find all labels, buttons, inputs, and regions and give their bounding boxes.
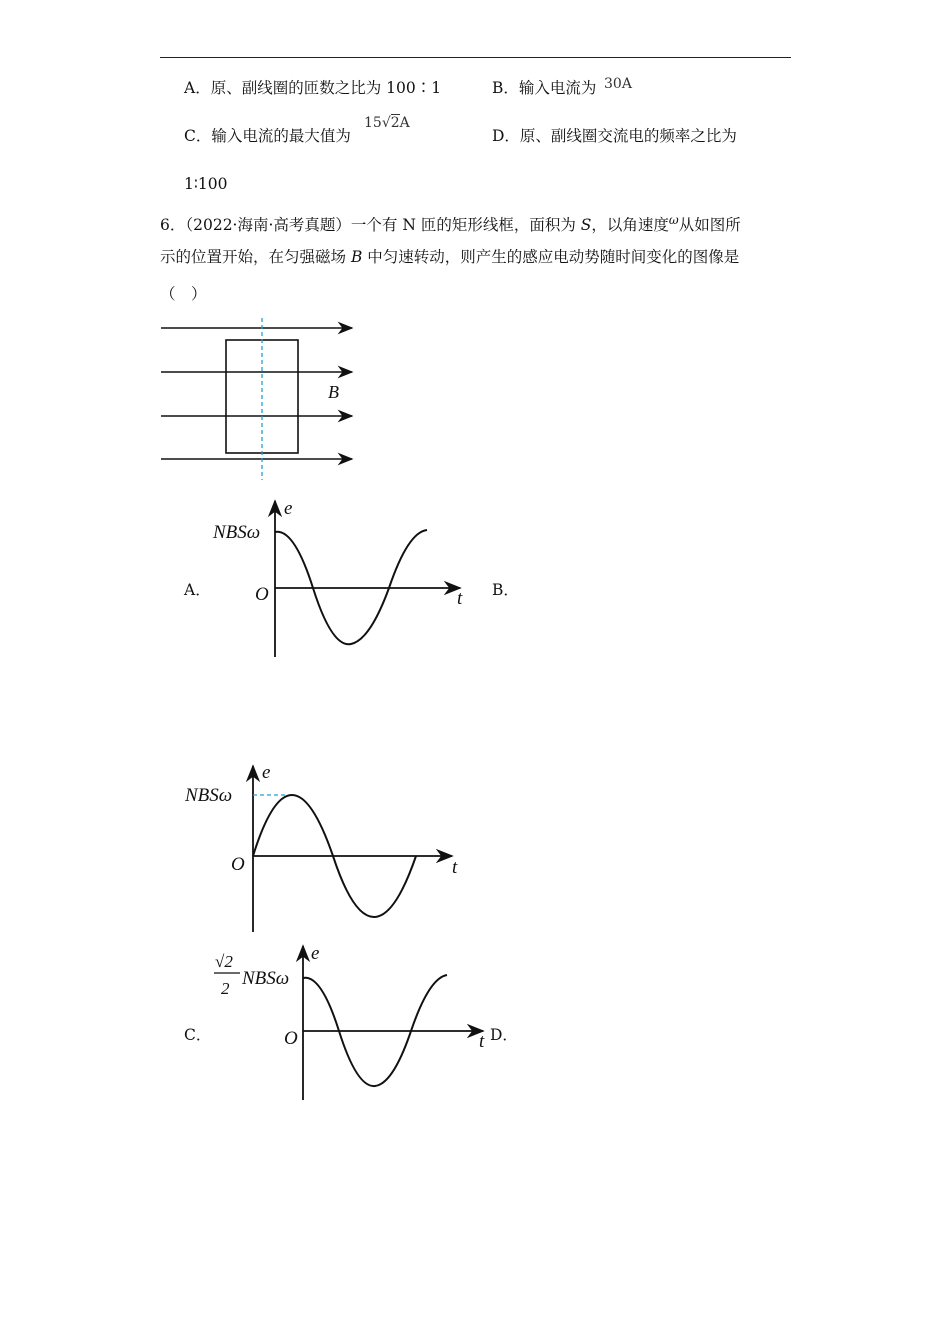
option-a-label[interactable]: A． bbox=[184, 581, 211, 599]
c-value-rad: 2 bbox=[390, 115, 400, 131]
q5-option-c[interactable]: C．输入电流的最大值为 bbox=[184, 127, 351, 145]
graph-a-amplitude: NBSω bbox=[213, 522, 261, 543]
graph-a bbox=[210, 495, 480, 665]
graph-c-amp-den: 2 bbox=[221, 979, 230, 998]
header-rule bbox=[160, 57, 791, 58]
q6-var-s: S bbox=[580, 216, 592, 235]
q5-option-b[interactable]: B．输入电流为 bbox=[492, 79, 597, 97]
q6-l2a: 示的位置开始，在匀强磁场 bbox=[160, 248, 351, 266]
q5-option-c-value bbox=[364, 115, 410, 131]
q6-stem-line3: （ ） bbox=[160, 285, 207, 303]
c-value-unit: A bbox=[399, 115, 410, 131]
sqrt-sign: √ bbox=[381, 115, 391, 131]
graph-b-origin: O bbox=[231, 854, 245, 875]
graph-c-amp-rest: NBSω bbox=[242, 968, 290, 989]
q5-option-b-value: 30A bbox=[604, 76, 632, 92]
field-label: B bbox=[328, 382, 339, 402]
q6-stem-line2 bbox=[160, 247, 739, 267]
coil-field-figure bbox=[160, 318, 360, 483]
graph-a-y-label: e bbox=[284, 498, 293, 519]
c-value-num: 15 bbox=[364, 115, 382, 131]
q5-option-d-cont: 1∶100 bbox=[184, 175, 228, 193]
q6-l2b: 中匀速转动，则产生的感应电动势随时间变化的图像是 bbox=[362, 248, 740, 266]
graph-c-y-label: e bbox=[311, 943, 320, 964]
graph-b-amplitude: NBSω bbox=[185, 785, 233, 806]
q6-l1b: ，以角速度 bbox=[591, 216, 669, 235]
q5-option-d[interactable]: D．原、副线圈交流电的频率之比为 bbox=[492, 127, 737, 145]
q6-stem-line1 bbox=[160, 210, 741, 235]
graph-c bbox=[210, 940, 500, 1105]
graph-a-x-label: t bbox=[457, 588, 463, 609]
graph-b-y-label: e bbox=[262, 762, 271, 783]
q6-l1c: 从如图所 bbox=[678, 216, 741, 235]
option-d-label[interactable]: D． bbox=[490, 1026, 518, 1044]
graph-c-x-label: t bbox=[479, 1031, 485, 1052]
graph-b bbox=[182, 760, 472, 935]
q6-omega: ω bbox=[668, 213, 679, 227]
q6-l1a: 6．（2022·海南·高考真题）一个有 N 匝的矩形线框，面积为 bbox=[160, 216, 581, 235]
option-b-label[interactable]: B． bbox=[492, 581, 519, 599]
graph-a-origin: O bbox=[255, 584, 269, 605]
option-c-label[interactable]: C． bbox=[184, 1026, 212, 1044]
graph-c-amp-num: √2 bbox=[215, 952, 233, 971]
q5-option-a[interactable]: A．原、副线圈的匝数之比为 100∶1 bbox=[184, 79, 442, 97]
graph-c-origin: O bbox=[284, 1028, 298, 1049]
q6-var-b: B bbox=[350, 248, 363, 266]
graph-b-x-label: t bbox=[452, 857, 458, 878]
